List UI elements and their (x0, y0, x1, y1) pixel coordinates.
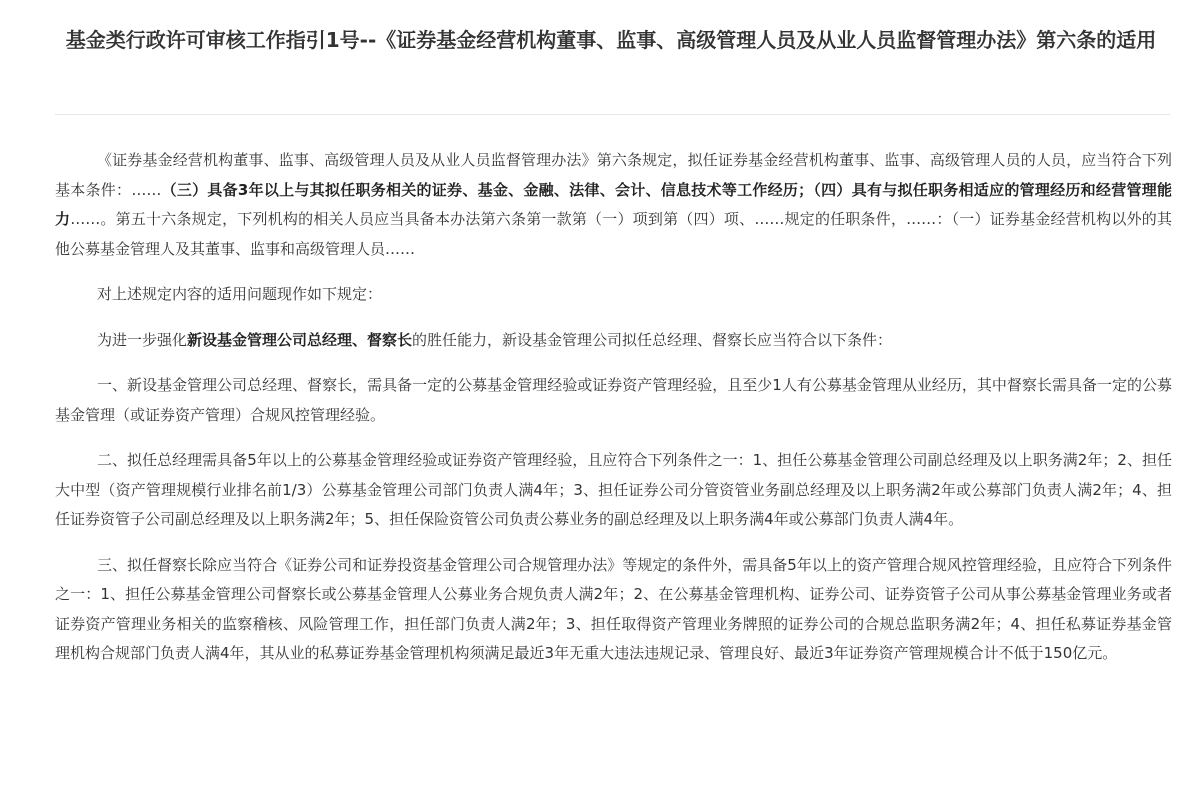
paragraph-text: ……。第五十六条规定，下列机构的相关人员应当具备本办法第六条第一款第（一）项到第（四）项、……规定的任职条件，……：（一）证券基金经营机构以外的其他公募基金管理人及其董事、监事和高级管理人员…… (55, 210, 1172, 258)
paragraph-item-1: 一、新设基金管理公司总经理、督察长，需具备一定的公募基金管理经验或证券资产管理经验，且至少1人有公募基金管理从业经历，其中督察长需具备一定的公募基金管理（或证券资产管理）合规风控管理经验。 (55, 376, 1172, 424)
paragraph-text: 的胜任能力，新设基金管理公司拟任总经理、督察长应当符合以下条件： (412, 330, 893, 349)
article-body (55, 146, 1172, 685)
paragraph-regulation-quote (55, 146, 1172, 264)
page-title: 基金类行政许可审核工作指引1号--《证券基金经营机构董事、监事、高级管理人员及从业人员监督管理办法》第六条的适用 (65, 28, 1157, 52)
title-divider (55, 114, 1170, 115)
bold-text: 新设基金管理公司总经理、督察长 (187, 330, 413, 349)
paragraph-intro: 对上述规定内容的适用问题现作如下规定： (97, 285, 383, 303)
paragraph-purpose (55, 326, 1172, 356)
bold-text: （三）具备3年以上与其拟任职务相关的证券、基金、金融、法律、会计、信息技术等工作经历；（四）具有与拟任职务相适应的管理经历和经营管理能力 (55, 180, 1172, 228)
paragraph-text: 为进一步强化 (97, 330, 188, 349)
paragraph-item-2: 二、拟任总经理需具备5年以上的公募基金管理经验或证券资产管理经验，且应符合下列条件之一：1、担任公募基金管理公司副总经理及以上职务满2年；2、担任大中型（资产管理规模行业排名前1/3）公募基金管理公司部门负责人满4年；3、担任证券公司分管资管业务副总经理及以上职务满2年或公募部门负责人满2年；4、担任证券资管子公司副总经理及以上职务满2年；5、担任保险资管公司负责公募业务的副总经理及以上职务满4年或公募部门负责人满4年。 (55, 451, 1172, 528)
paragraph-text: 《证券基金经营机构董事、监事、高级管理人员及从业人员监督管理办法》第六条规定，拟任证券基金经营机构董事、监事、高级管理人员的人员，应当符合下列基本条件：…… (55, 151, 1172, 199)
paragraph-item-3: 三、拟任督察长除应当符合《证券公司和证券投资基金管理公司合规管理办法》等规定的条件外，需具备5年以上的资产管理合规风控管理经验，且应符合下列条件之一：1、担任公募基金管理公司督察长或公募基金管理人公募业务合规负责人满2年；2、在公募基金管理机构、证券公司、证券资管子公司从事公募基金管理业务或者证券资产管理业务相关的监察稽核、风险管理工作，担任部门负责人满2年；3、担任取得资产管理业务牌照的证券公司的合规总监职务满2年；4、担任私募证券基金管理机构合规部门负责人满4年，其从业的私募证券基金管理机构须满足最近3年无重大违法违规记录、管理良好、最近3年证券资产管理规模合计不低于150亿元。 (55, 555, 1172, 662)
